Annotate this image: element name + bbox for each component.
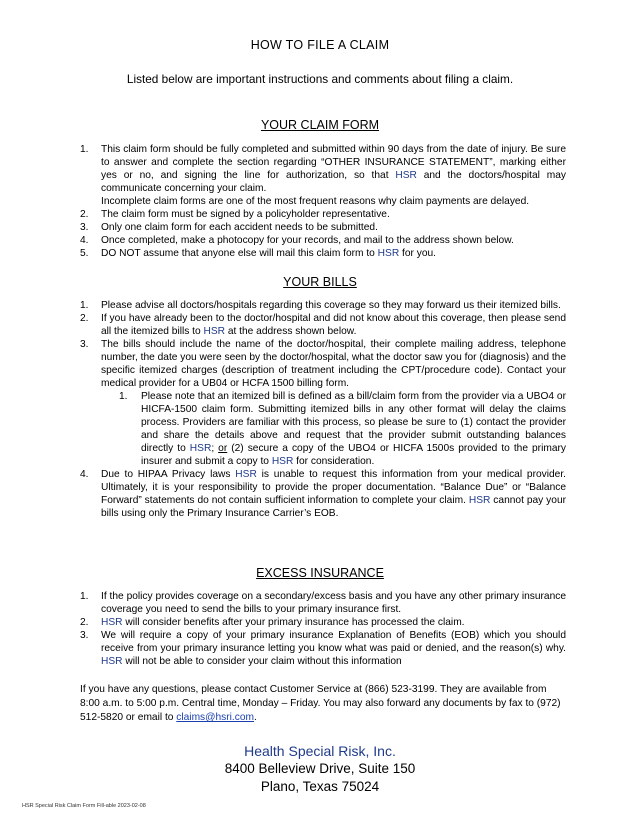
item-text: Once completed, make a photocopy for your records, and mail to the address shown below. <box>101 235 514 246</box>
claim-form-list <box>80 143 566 260</box>
or-text: or <box>218 443 228 454</box>
hsr-text: HSR <box>271 456 294 467</box>
item-text: cannot pay your bills using only the Primary Insurance Carrier’s EOB. <box>101 495 567 519</box>
item-number: 3. <box>80 339 89 350</box>
item-number: 4. <box>80 235 89 246</box>
item-text: Only one claim form for each accident needs to be submitted. <box>101 222 378 233</box>
item-text: will consider benefits after your primary insurance has processed the claim. <box>122 617 465 628</box>
item-text: (2) secure a copy of the UBO4 or HICFA 1500s provided to the primary insurer and submit a copy to <box>141 443 566 467</box>
item-number: 3. <box>80 630 89 641</box>
section-heading-claim-form: YOUR CLAIM FORM <box>260 118 380 132</box>
item-number: 4. <box>80 469 89 480</box>
hsr-text: HSR <box>377 248 400 259</box>
contact-text: If you have any questions, please contact Customer Service at (866) 523-3199. They are available from 8:00 a.m. to 5:00 p.m. Central time, Monday – Friday. You may also forward any documents by fax to (972) 512-5820 or email to <box>80 684 561 723</box>
sub-list-item <box>101 390 566 468</box>
hsr-text: HSR <box>235 469 257 480</box>
company-name: Health Special Risk, Inc. <box>244 743 396 759</box>
list-item <box>80 221 566 234</box>
item-number: 1. <box>119 391 128 402</box>
hsr-text: HSR <box>189 443 212 454</box>
list-item <box>80 590 566 616</box>
list-item <box>80 247 566 260</box>
item-number: 1. <box>80 144 89 155</box>
section-heading-excess-insurance: EXCESS INSURANCE <box>256 566 384 580</box>
item-text: will not be able to consider your claim without this information <box>122 656 402 667</box>
item-number: 5. <box>80 248 89 259</box>
contact-paragraph <box>80 683 566 725</box>
hsr-text: HSR <box>395 170 417 181</box>
bills-list <box>80 299 566 520</box>
email-link[interactable]: claims@hsri.com <box>176 712 254 723</box>
item-number: 1. <box>80 591 89 602</box>
item-note: Incomplete claim forms are one of the most frequent reasons why claim payments are delayed. <box>101 196 530 207</box>
item-text: for you. <box>399 248 436 259</box>
list-item <box>80 616 566 629</box>
item-text: DO NOT assume that anyone else will mail this claim form to <box>101 248 378 259</box>
item-number: 3. <box>80 222 89 233</box>
list-item <box>80 312 566 338</box>
hsr-text: HSR <box>101 617 123 628</box>
item-text: If you have already been to the doctor/hospital and did not know about this coverage, then please send all the itemized bills to <box>101 313 566 337</box>
list-item <box>80 338 566 468</box>
list-item <box>80 208 566 221</box>
hsr-text: HSR <box>203 326 226 337</box>
item-number: 1. <box>80 300 89 311</box>
list-item <box>80 234 566 247</box>
item-text: Please note that an itemized bill is defined as a bill/claim form from the provider via a UBO4 or HICFA-1500 claim form. Submitting itemized bills in any other format will delay the claims process. Providers are familiar with this process, so please be sure to (1) contact the provider and share the details above and request that the provider submit outstanding balances directly to <box>141 391 566 454</box>
item-text: and the doctors/hospital may communicate concerning your claim. <box>101 170 566 194</box>
item-text: The bills should include the name of the doctor/hospital, their complete mailing address, telephone number, the date you were seen by the doctor/hospital, what the doctor saw you for (diagnosis) and the specific itemized charges (description of treatment including the CPT/procedure code). Contact your medical provider for a UB04 or HCFA 1500 billing form. <box>101 339 566 389</box>
list-item <box>80 629 566 668</box>
item-text: at the address shown below. <box>225 326 357 337</box>
intro-text: Listed below are important instructions and comments about filing a claim. <box>126 72 514 86</box>
list-item <box>80 143 566 208</box>
item-text: is unable to request this information from your medical provider. Ultimately, it is your responsibility to provide the proper documentation. “Balance Due” or “Balance Forward” statements do not contain sufficient information to complete your claim. <box>101 469 566 506</box>
page-title: HOW TO FILE A CLAIM <box>250 38 390 52</box>
item-text: We will require a copy of your primary insurance Explanation of Benefits (EOB) which you should receive from your primary insurance letting you know what was paid or denied, and the reason(s) why. <box>101 630 566 654</box>
item-text: The claim form must be signed by a policyholder representative. <box>101 209 390 220</box>
contact-end: . <box>253 712 257 723</box>
item-number: 2. <box>80 209 89 220</box>
hsr-text: HSR <box>468 495 491 506</box>
item-text: If the policy provides coverage on a secondary/excess basis and you have any other primary insurance coverage you need to send the bills to your primary insurance first. <box>101 591 566 615</box>
section-heading-bills: YOUR BILLS <box>283 275 357 289</box>
excess-insurance-list <box>80 590 566 668</box>
item-text: for consideration. <box>293 456 375 467</box>
list-item <box>80 468 566 520</box>
item-text: Please advise all doctors/hospitals regarding this coverage so they may forward us their itemized bills. <box>101 300 561 311</box>
company-address-line-2: Plano, Texas 75024 <box>260 779 380 794</box>
form-footer: HSR Special Risk Claim Form Fill-able 2023-02-08 <box>22 803 146 809</box>
item-text: ; <box>211 443 219 454</box>
item-number: 2. <box>80 617 89 628</box>
item-text: Due to HIPAA Privacy laws <box>101 469 236 480</box>
hsr-text: HSR <box>101 656 123 667</box>
company-address-line-1: 8400 Belleview Drive, Suite 150 <box>224 761 416 776</box>
item-text: This claim form should be fully completed and submitted within 90 days from the date of injury. Be sure to answer and complete the section regarding “OTHER INSURANCE STATEMENT”, marking either yes or no, and signing the line for authorization, so that <box>101 144 566 181</box>
item-number: 2. <box>80 313 89 324</box>
company-address-block <box>0 742 640 796</box>
list-item <box>80 299 566 312</box>
